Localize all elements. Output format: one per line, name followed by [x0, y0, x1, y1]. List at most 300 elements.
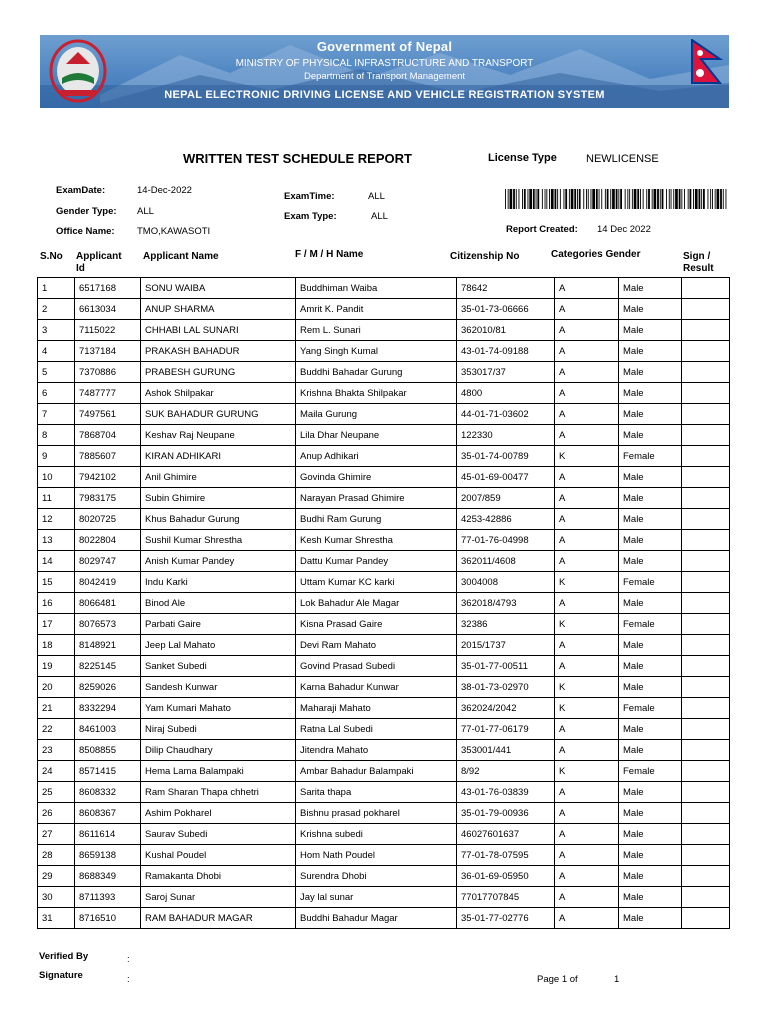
header-banner	[40, 35, 729, 108]
cell-applicant-name: Subin Ghimire	[141, 488, 296, 509]
cell-citizenship: 3004008	[457, 572, 555, 593]
cell-applicant-id: 7885607	[75, 446, 141, 467]
cell-fmh-name: Krishna subedi	[296, 824, 457, 845]
verified-by-label: Verified By	[39, 951, 89, 962]
cell-citizenship: 4800	[457, 383, 555, 404]
cell-applicant-name: CHHABI LAL SUNARI	[141, 320, 296, 341]
office-name-label: Office Name:	[56, 226, 115, 237]
cell-category: K	[555, 572, 619, 593]
cell-sign-result	[682, 866, 730, 887]
cell-citizenship: 353017/37	[457, 362, 555, 383]
cell-citizenship: 77-01-76-04998	[457, 530, 555, 551]
cell-sno: 29	[38, 866, 75, 887]
cell-applicant-name: Ashim Pokharel	[141, 803, 296, 824]
cell-sno: 24	[38, 761, 75, 782]
cell-gender: Male	[619, 824, 682, 845]
cell-sno: 7	[38, 404, 75, 425]
cell-category: A	[555, 278, 619, 299]
cell-sno: 26	[38, 803, 75, 824]
cell-citizenship: 45-01-69-00477	[457, 467, 555, 488]
cell-sno: 20	[38, 677, 75, 698]
cell-sno: 25	[38, 782, 75, 803]
cell-gender: Male	[619, 320, 682, 341]
cell-sno: 12	[38, 509, 75, 530]
cell-category: A	[555, 467, 619, 488]
cell-category: A	[555, 635, 619, 656]
report-created-value: 14 Dec 2022	[597, 224, 651, 235]
cell-sno: 21	[38, 698, 75, 719]
table-row	[38, 803, 730, 824]
cell-applicant-name: Dilip Chaudhary	[141, 740, 296, 761]
cell-applicant-id: 7137184	[75, 341, 141, 362]
cell-category: A	[555, 383, 619, 404]
cell-applicant-name: Sanket Subedi	[141, 656, 296, 677]
page-total: 1	[614, 974, 620, 985]
cell-sign-result	[682, 761, 730, 782]
cell-category: A	[555, 530, 619, 551]
cell-sign-result	[682, 530, 730, 551]
cell-sign-result	[682, 572, 730, 593]
cell-category: A	[555, 362, 619, 383]
cell-fmh-name: Kisna Prasad Gaire	[296, 614, 457, 635]
cell-sno: 19	[38, 656, 75, 677]
cell-fmh-name: Uttam Kumar KC karki	[296, 572, 457, 593]
cell-sign-result	[682, 278, 730, 299]
table-row	[38, 320, 730, 341]
cell-citizenship: 362010/81	[457, 320, 555, 341]
header-sign-line2: Result	[683, 263, 714, 274]
cell-sign-result	[682, 782, 730, 803]
cell-sign-result	[682, 341, 730, 362]
cell-sno: 5	[38, 362, 75, 383]
cell-sno: 11	[38, 488, 75, 509]
cell-applicant-id: 8608332	[75, 782, 141, 803]
cell-sno: 2	[38, 299, 75, 320]
cell-applicant-id: 8042419	[75, 572, 141, 593]
cell-category: A	[555, 404, 619, 425]
cell-applicant-id: 8508855	[75, 740, 141, 761]
gender-type-value: ALL	[137, 206, 154, 217]
cell-applicant-name: PRABESH GURUNG	[141, 362, 296, 383]
cell-gender: Male	[619, 488, 682, 509]
cell-gender: Female	[619, 698, 682, 719]
cell-gender: Male	[619, 299, 682, 320]
cell-fmh-name: Maharaji Mahato	[296, 698, 457, 719]
cell-gender: Male	[619, 719, 682, 740]
cell-applicant-name: Anil Ghimire	[141, 467, 296, 488]
department-title: Department of Transport Management	[303, 71, 466, 82]
cell-applicant-name: Niraj Subedi	[141, 719, 296, 740]
cell-gender: Male	[619, 341, 682, 362]
table-row	[38, 446, 730, 467]
cell-sign-result	[682, 593, 730, 614]
cell-applicant-id: 8066481	[75, 593, 141, 614]
cell-gender: Male	[619, 509, 682, 530]
cell-fmh-name: Kesh Kumar Shrestha	[296, 530, 457, 551]
cell-applicant-name: Parbati Gaire	[141, 614, 296, 635]
cell-applicant-name: RAM BAHADUR MAGAR	[141, 908, 296, 929]
table-row	[38, 845, 730, 866]
cell-category: A	[555, 866, 619, 887]
table-row	[38, 530, 730, 551]
cell-applicant-id: 7983175	[75, 488, 141, 509]
cell-applicant-id: 7868704	[75, 425, 141, 446]
cell-applicant-name: Indu Karki	[141, 572, 296, 593]
cell-sign-result	[682, 299, 730, 320]
cell-applicant-name: SONU WAIBA	[141, 278, 296, 299]
cell-gender: Male	[619, 467, 682, 488]
cell-sno: 8	[38, 425, 75, 446]
cell-gender: Male	[619, 383, 682, 404]
cell-sign-result	[682, 362, 730, 383]
cell-sign-result	[682, 614, 730, 635]
cell-applicant-id: 8020725	[75, 509, 141, 530]
cell-category: A	[555, 782, 619, 803]
cell-sign-result	[682, 803, 730, 824]
office-name-value: TMO,KAWASOTI	[137, 226, 211, 237]
cell-applicant-id: 8711393	[75, 887, 141, 908]
exam-time-label: ExamTime:	[284, 191, 335, 202]
table-row	[38, 425, 730, 446]
table-row	[38, 572, 730, 593]
cell-citizenship: 36-01-69-05950	[457, 866, 555, 887]
header-applicant-name: Applicant Name	[143, 251, 219, 262]
cell-citizenship: 44-01-71-03602	[457, 404, 555, 425]
cell-citizenship: 77-01-77-06179	[457, 719, 555, 740]
cell-sno: 23	[38, 740, 75, 761]
cell-citizenship: 362018/4793	[457, 593, 555, 614]
cell-sno: 27	[38, 824, 75, 845]
cell-gender: Male	[619, 845, 682, 866]
barcode-icon	[505, 189, 727, 209]
cell-sno: 16	[38, 593, 75, 614]
cell-sno: 4	[38, 341, 75, 362]
table-row	[38, 719, 730, 740]
exam-date-value: 14-Dec-2022	[137, 185, 192, 196]
cell-sign-result	[682, 509, 730, 530]
cell-citizenship: 38-01-73-02970	[457, 677, 555, 698]
cell-gender: Male	[619, 803, 682, 824]
cell-applicant-name: Hema Lama Balampaki	[141, 761, 296, 782]
cell-fmh-name: Krishna Bhakta Shilpakar	[296, 383, 457, 404]
cell-citizenship: 4253-42886	[457, 509, 555, 530]
cell-fmh-name: Bishnu prasad pokharel	[296, 803, 457, 824]
cell-gender: Male	[619, 656, 682, 677]
cell-applicant-id: 8461003	[75, 719, 141, 740]
cell-fmh-name: Ambar Bahadur Balampaki	[296, 761, 457, 782]
schedule-table	[37, 277, 730, 929]
table-row	[38, 488, 730, 509]
cell-applicant-name: Saurav Subedi	[141, 824, 296, 845]
cell-fmh-name: Buddhi Bahadur Magar	[296, 908, 457, 929]
cell-sign-result	[682, 488, 730, 509]
table-row	[38, 635, 730, 656]
cell-fmh-name: Govinda Ghimire	[296, 467, 457, 488]
nepal-flag-icon	[691, 39, 723, 85]
cell-category: A	[555, 824, 619, 845]
table-row	[38, 341, 730, 362]
cell-applicant-name: Yam Kumari Mahato	[141, 698, 296, 719]
cell-applicant-id: 8611614	[75, 824, 141, 845]
cell-applicant-name: Ram Sharan Thapa chhetri	[141, 782, 296, 803]
cell-category: A	[555, 341, 619, 362]
table-row	[38, 866, 730, 887]
cell-applicant-name: Kushal Poudel	[141, 845, 296, 866]
header-applicant-id	[76, 251, 122, 275]
exam-type-value: ALL	[371, 211, 388, 222]
header-categories-gender: Categories Gender	[551, 249, 641, 260]
cell-sno: 13	[38, 530, 75, 551]
cell-applicant-id: 8029747	[75, 551, 141, 572]
cell-sign-result	[682, 320, 730, 341]
cell-category: A	[555, 908, 619, 929]
cell-applicant-name: ANUP SHARMA	[141, 299, 296, 320]
cell-sno: 28	[38, 845, 75, 866]
cell-fmh-name: Budhi Ram Gurung	[296, 509, 457, 530]
cell-sign-result	[682, 446, 730, 467]
table-row	[38, 509, 730, 530]
cell-applicant-name: Keshav Raj Neupane	[141, 425, 296, 446]
cell-applicant-name: Sushil Kumar Shrestha	[141, 530, 296, 551]
cell-applicant-id: 7487777	[75, 383, 141, 404]
cell-citizenship: 78642	[457, 278, 555, 299]
cell-fmh-name: Karna Bahadur Kunwar	[296, 677, 457, 698]
cell-fmh-name: Devi Ram Mahato	[296, 635, 457, 656]
cell-applicant-name: Ashok Shilpakar	[141, 383, 296, 404]
cell-citizenship: 35-01-79-00936	[457, 803, 555, 824]
cell-citizenship: 362011/4608	[457, 551, 555, 572]
table-row	[38, 404, 730, 425]
cell-category: A	[555, 551, 619, 572]
cell-fmh-name: Ratna Lal Subedi	[296, 719, 457, 740]
cell-category: A	[555, 509, 619, 530]
cell-gender: Female	[619, 614, 682, 635]
cell-gender: Male	[619, 908, 682, 929]
cell-fmh-name: Lok Bahadur Ale Magar	[296, 593, 457, 614]
cell-category: A	[555, 845, 619, 866]
page-label: Page 1 of	[537, 974, 578, 985]
cell-fmh-name: Lila Dhar Neupane	[296, 425, 457, 446]
cell-sign-result	[682, 656, 730, 677]
cell-citizenship: 43-01-76-03839	[457, 782, 555, 803]
table-row	[38, 698, 730, 719]
cell-applicant-id: 8259026	[75, 677, 141, 698]
cell-citizenship: 35-01-77-00511	[457, 656, 555, 677]
cell-sign-result	[682, 425, 730, 446]
cell-gender: Male	[619, 635, 682, 656]
table-row	[38, 593, 730, 614]
cell-applicant-id: 7942102	[75, 467, 141, 488]
cell-category: K	[555, 677, 619, 698]
cell-gender: Male	[619, 593, 682, 614]
cell-gender: Male	[619, 551, 682, 572]
cell-applicant-id: 8571415	[75, 761, 141, 782]
cell-fmh-name: Yang Singh Kumal	[296, 341, 457, 362]
gender-type-label: Gender Type:	[56, 206, 117, 217]
cell-citizenship: 35-01-74-00789	[457, 446, 555, 467]
verified-by-value: :	[127, 954, 130, 965]
cell-sign-result	[682, 677, 730, 698]
system-title: NEPAL ELECTRONIC DRIVING LICENSE AND VEHICLE REGISTRATION SYSTEM	[164, 89, 605, 101]
table-row	[38, 656, 730, 677]
cell-sno: 18	[38, 635, 75, 656]
cell-applicant-id: 8076573	[75, 614, 141, 635]
cell-applicant-name: KIRAN ADHIKARI	[141, 446, 296, 467]
cell-fmh-name: Narayan Prasad Ghimire	[296, 488, 457, 509]
cell-gender: Male	[619, 425, 682, 446]
cell-fmh-name: Buddhi Bahadar Gurung	[296, 362, 457, 383]
cell-sno: 14	[38, 551, 75, 572]
signature-label: Signature	[39, 970, 83, 981]
header-fmh-name: F / M / H Name	[295, 249, 364, 260]
table-row	[38, 362, 730, 383]
cell-fmh-name: Hom Nath Poudel	[296, 845, 457, 866]
table-row	[38, 908, 730, 929]
cell-category: A	[555, 320, 619, 341]
cell-citizenship: 35-01-73-06666	[457, 299, 555, 320]
cell-applicant-name: Sandesh Kunwar	[141, 677, 296, 698]
cell-sign-result	[682, 740, 730, 761]
exam-time-value: ALL	[368, 191, 385, 202]
cell-gender: Male	[619, 278, 682, 299]
cell-category: A	[555, 740, 619, 761]
cell-citizenship: 35-01-77-02776	[457, 908, 555, 929]
cell-category: K	[555, 446, 619, 467]
exam-date-label: ExamDate:	[56, 185, 106, 196]
cell-fmh-name: Buddhiman Waiba	[296, 278, 457, 299]
cell-applicant-id: 8659138	[75, 845, 141, 866]
cell-citizenship: 353001/441	[457, 740, 555, 761]
header-sign-result	[683, 251, 714, 275]
cell-sno: 15	[38, 572, 75, 593]
cell-citizenship: 77017707845	[457, 887, 555, 908]
cell-category: A	[555, 488, 619, 509]
cell-sign-result	[682, 845, 730, 866]
table-row	[38, 677, 730, 698]
table-row	[38, 782, 730, 803]
cell-gender: Female	[619, 572, 682, 593]
cell-category: A	[555, 887, 619, 908]
cell-sno: 1	[38, 278, 75, 299]
report-title: WRITTEN TEST SCHEDULE REPORT	[183, 151, 412, 166]
cell-sign-result	[682, 719, 730, 740]
cell-fmh-name: Dattu Kumar Pandey	[296, 551, 457, 572]
cell-fmh-name: Jitendra Mahato	[296, 740, 457, 761]
cell-applicant-id: 8022804	[75, 530, 141, 551]
table-row	[38, 299, 730, 320]
cell-applicant-name: Binod Ale	[141, 593, 296, 614]
cell-citizenship: 362024/2042	[457, 698, 555, 719]
cell-sign-result	[682, 551, 730, 572]
cell-gender: Male	[619, 530, 682, 551]
exam-type-label: Exam Type:	[284, 211, 337, 222]
signature-value: :	[127, 974, 130, 985]
cell-sign-result	[682, 467, 730, 488]
cell-applicant-id: 8225145	[75, 656, 141, 677]
cell-fmh-name: Amrit K. Pandit	[296, 299, 457, 320]
cell-sno: 30	[38, 887, 75, 908]
cell-gender: Male	[619, 887, 682, 908]
cell-sign-result	[682, 698, 730, 719]
cell-sign-result	[682, 383, 730, 404]
cell-gender: Female	[619, 446, 682, 467]
cell-gender: Male	[619, 677, 682, 698]
cell-applicant-name: Jeep Lal Mahato	[141, 635, 296, 656]
cell-citizenship: 46027601637	[457, 824, 555, 845]
cell-sno: 10	[38, 467, 75, 488]
cell-category: A	[555, 803, 619, 824]
cell-applicant-id: 8148921	[75, 635, 141, 656]
table-row	[38, 614, 730, 635]
cell-sign-result	[682, 887, 730, 908]
cell-sno: 6	[38, 383, 75, 404]
cell-applicant-id: 7370886	[75, 362, 141, 383]
cell-sno: 22	[38, 719, 75, 740]
cell-citizenship: 32386	[457, 614, 555, 635]
cell-category: A	[555, 425, 619, 446]
cell-category: A	[555, 719, 619, 740]
header-applicant-id-line1: Applicant	[76, 251, 122, 262]
cell-gender: Male	[619, 740, 682, 761]
cell-sno: 17	[38, 614, 75, 635]
cell-sno: 9	[38, 446, 75, 467]
license-type-value: NEWLICENSE	[586, 153, 659, 165]
cell-fmh-name: Surendra Dhobi	[296, 866, 457, 887]
cell-fmh-name: Rem L. Sunari	[296, 320, 457, 341]
cell-applicant-name: SUK BAHADUR GURUNG	[141, 404, 296, 425]
cell-category: K	[555, 698, 619, 719]
license-type-label: License Type	[488, 152, 557, 164]
cell-fmh-name: Jay lal sunar	[296, 887, 457, 908]
cell-fmh-name: Maila Gurung	[296, 404, 457, 425]
table-row	[38, 740, 730, 761]
government-title: Government of Nepal	[316, 39, 453, 54]
cell-category: A	[555, 299, 619, 320]
cell-applicant-name: Ramakanta Dhobi	[141, 866, 296, 887]
header-citizenship: Citizenship No	[450, 251, 520, 262]
cell-gender: Male	[619, 866, 682, 887]
cell-fmh-name: Sarita thapa	[296, 782, 457, 803]
cell-sign-result	[682, 404, 730, 425]
cell-applicant-name: Anish Kumar Pandey	[141, 551, 296, 572]
table-row	[38, 761, 730, 782]
cell-citizenship: 2015/1737	[457, 635, 555, 656]
cell-applicant-name: Khus Bahadur Gurung	[141, 509, 296, 530]
cell-applicant-id: 7497561	[75, 404, 141, 425]
cell-gender: Male	[619, 404, 682, 425]
cell-category: K	[555, 761, 619, 782]
cell-citizenship: 77-01-78-07595	[457, 845, 555, 866]
cell-fmh-name: Govind Prasad Subedi	[296, 656, 457, 677]
cell-applicant-id: 6517168	[75, 278, 141, 299]
cell-sign-result	[682, 824, 730, 845]
header-applicant-id-line2: Id	[76, 263, 85, 274]
header-sign-line1: Sign /	[683, 251, 711, 262]
cell-sno: 3	[38, 320, 75, 341]
table-row	[38, 551, 730, 572]
cell-citizenship: 8/92	[457, 761, 555, 782]
cell-citizenship: 43-01-74-09188	[457, 341, 555, 362]
ministry-title: MINISTRY OF PHYSICAL INFRASTRUCTURE AND TRANSPORT	[235, 58, 534, 69]
cell-citizenship: 122330	[457, 425, 555, 446]
cell-applicant-id: 7115022	[75, 320, 141, 341]
cell-category: A	[555, 593, 619, 614]
table-row	[38, 887, 730, 908]
cell-applicant-id: 8716510	[75, 908, 141, 929]
cell-sign-result	[682, 908, 730, 929]
cell-gender: Male	[619, 782, 682, 803]
cell-category: A	[555, 656, 619, 677]
